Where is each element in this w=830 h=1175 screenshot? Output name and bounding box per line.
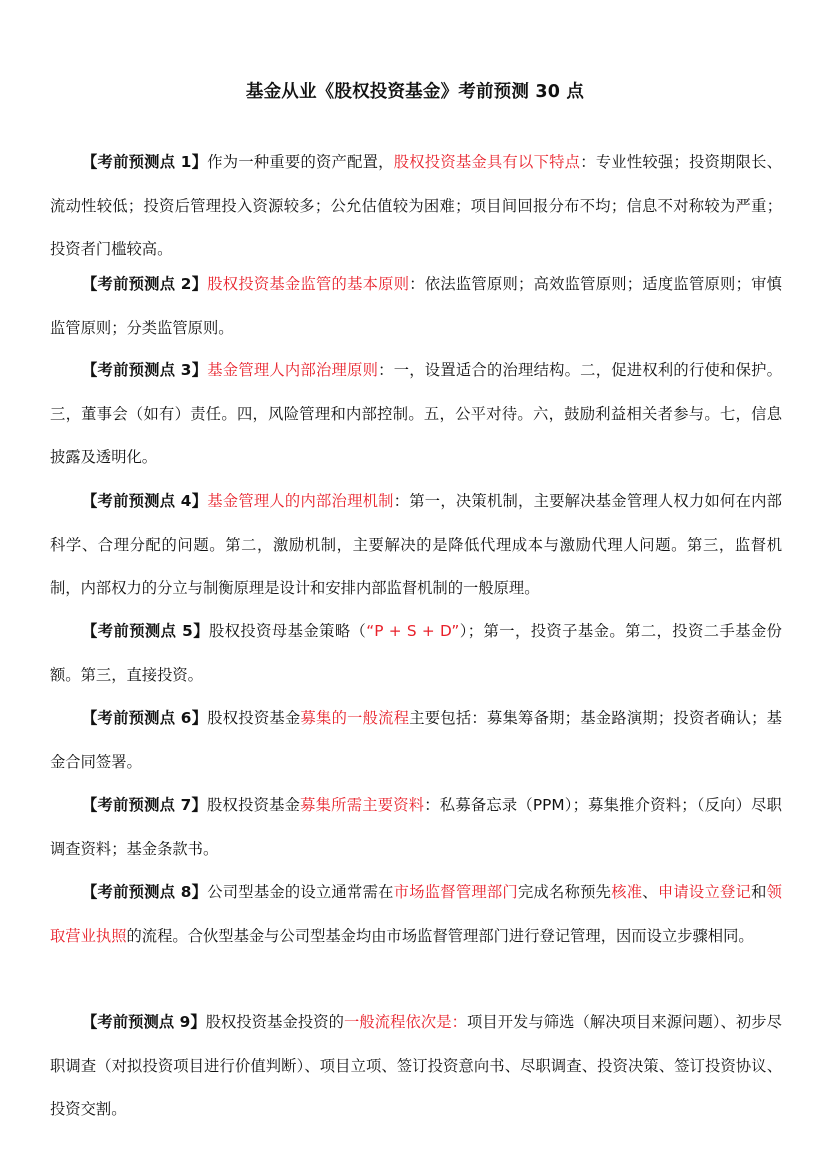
body-text: ：依法监管原则；高效监管原则；适度监管原则；审慎监管原则；分类监管原则。 [50,275,782,337]
body-text: 股权投资基金 [207,796,301,814]
body-text: 股权投资基金投资的 [205,1013,344,1031]
point-6 [50,697,782,784]
highlight-text: 股权投资基金监管的基本原则 [207,275,410,293]
body-text: 作为一种重要的资产配置， [207,153,394,171]
body-text: ）；第一，投资子基金。第二，投资二手基金份额。第三，直接投资。 [50,622,782,684]
highlight-text: 申请设立登记 [657,883,752,901]
body-text: 的流程。合伙型基金与公司型基金均由市场监督管理部门进行登记管理，因而设立步骤相同。 [126,926,754,945]
body-text: 和 [751,883,767,901]
point-1 [50,141,782,272]
point-9 [50,1001,782,1132]
body-text: 公司型基金的设立通常需在 [207,883,394,901]
highlight-text: 募集所需主要资料 [300,796,425,814]
point-5 [50,610,782,697]
point-tag: 【考前预测点 1】 [82,153,208,171]
point-tag: 【考前预测点 9】 [82,1013,206,1031]
highlight-text: 核准 [611,883,643,901]
highlight-text: 市场监督管理部门 [393,883,518,901]
highlight-text: 基金管理人的内部治理机制 [207,492,394,510]
highlight-text: 领取营业执照 [50,883,782,945]
point-3 [50,349,782,480]
body-text: ：专业性较强；投资期限长、流动性较低；投资后管理投入资源较多；公允估值较为困难；项目间回报分布不均；信息不对称较为严重；投资者门槛较高。 [50,153,782,258]
body-text: 主要包括：募集筹备期；基金路演期；投资者确认；基金合同签署。 [50,709,782,771]
point-tag: 【考前预测点 8】 [82,883,208,901]
body-text: 股权投资基金 [207,709,301,727]
point-2 [50,263,782,350]
page-title: 基金从业《股权投资基金》考前预测 30 点 [245,82,585,102]
point-tag: 【考前预测点 6】 [82,709,208,727]
body-text: 项目开发与筛选（解决项目来源问题）、初步尽职调查（对拟投资项目进行价值判断）、项目立项、签订投资意向书、尽职调查、投资决策、签订投资协议、投资交割。 [50,1013,782,1118]
highlight-text: “P + S + D” [366,622,460,640]
body-text: ：私募备忘录（PPM）；募集推介资料；（反向）尽职调查资料；基金条款书。 [50,796,782,858]
body-text: 股权投资母基金策略（ [208,622,367,640]
point-7 [50,784,782,871]
point-tag: 【考前预测点 5】 [82,622,209,640]
point-4 [50,480,782,611]
body-text: ：一，设置适合的治理结构。二，促进权利的行使和保护。三，董事会（如有）责任。四，风险管理和内部控制。五，公平对待。六，鼓励利益相关者参与。七，信息披露及透明化。 [50,361,782,466]
body-text: ：第一，决策机制，主要解决基金管理人权力如何在内部科学、合理分配的问题。第二，激励机制，主要解决的是降低代理成本与激励代理人问题。第三，监督机制，内部权力的分立与制衡原理是设计和安排内部监督机制的一般原理。 [50,492,782,597]
point-tag: 【考前预测点 7】 [82,796,208,814]
point-8 [50,871,782,958]
highlight-text: 基金管理人内部治理原则 [207,361,379,379]
point-tag: 【考前预测点 3】 [82,361,208,379]
point-tag: 【考前预测点 4】 [82,492,208,510]
body-text: 、 [642,883,658,901]
highlight-text: 股权投资基金具有以下特点 [393,153,581,171]
highlight-text: 募集的一般流程 [300,709,410,727]
highlight-text: 一般流程依次是： [344,1013,467,1031]
body-text: 完成名称预先 [517,883,612,901]
point-tag: 【考前预测点 2】 [82,275,208,293]
